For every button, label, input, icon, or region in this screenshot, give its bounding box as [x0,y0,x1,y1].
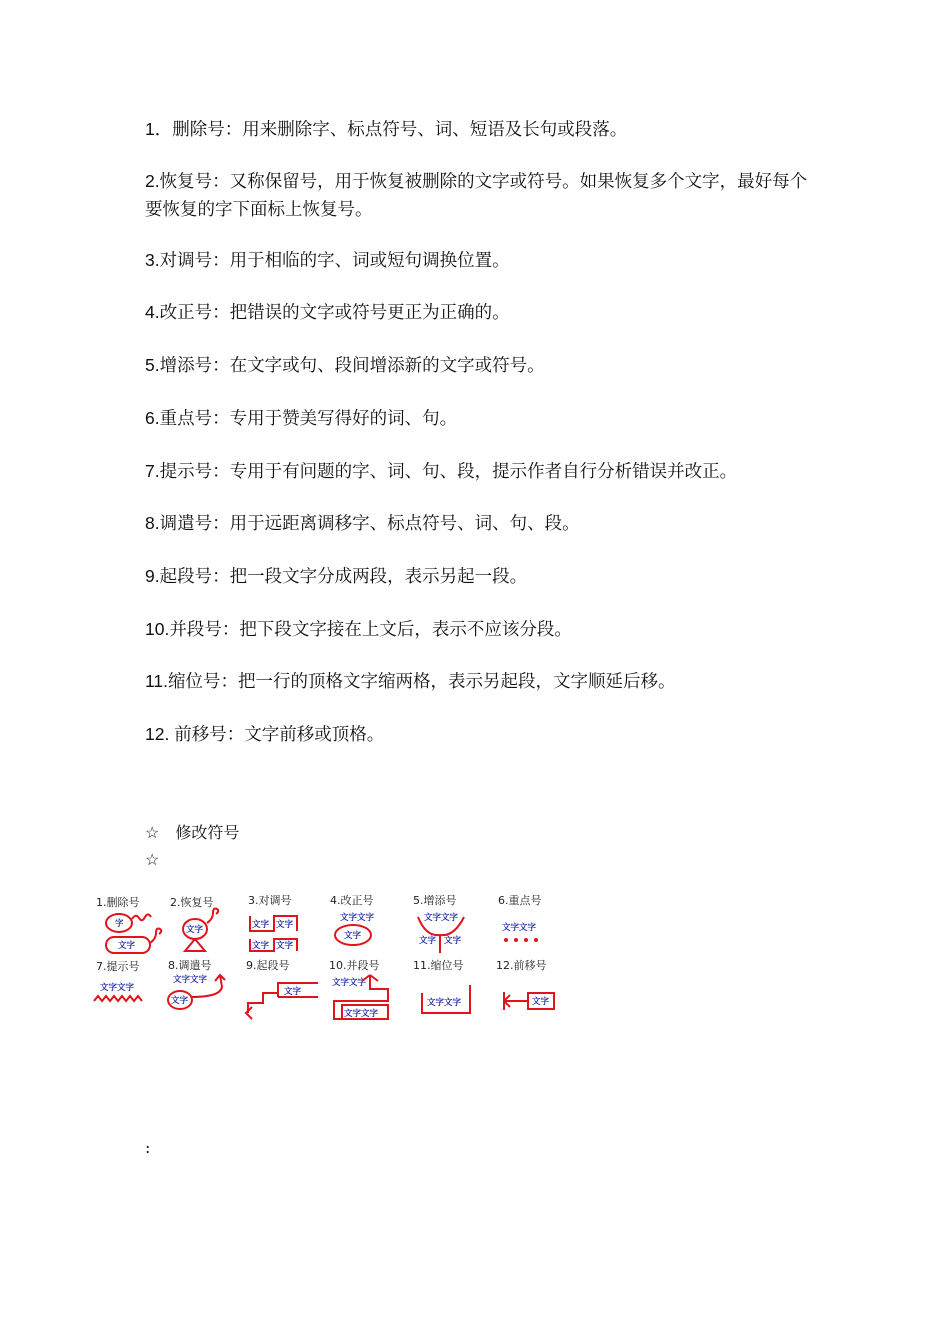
figure-label-9: 9.起段号 [246,959,290,972]
sample-text: 文字 [276,941,294,951]
sample-text: 文字 [252,920,270,930]
item-4 [145,298,815,327]
item-3-text: 对调号：用于相临的字、词或短句调换位置。 [159,251,510,271]
figure-label-1: 1.删除号 [96,896,140,909]
emphasis-mark-symbol [502,922,538,942]
swap-mark-symbol [250,916,297,951]
item-1-number: 1． [145,119,173,139]
proofreading-symbols-figure [88,889,563,1029]
item-2-number: 2. [145,171,160,191]
sample-text: 文字 [532,997,550,1007]
figure-label-3: 3.对调号 [248,894,292,907]
item-10-number: 10. [145,619,170,639]
sample-text: 文字 [284,987,302,997]
item-11-text: 缩位号：把一行的顶格文字缩两格，表示另起段，文字顺延后移。 [168,672,676,692]
item-3 [145,246,815,275]
item-4-text: 改正号：把错误的文字或符号更正为正确的。 [159,303,510,323]
sample-text: 文字文字 [427,998,462,1008]
correct-mark-symbol [335,912,375,945]
sample-text: 文字 [252,941,270,951]
figure-label-10: 10.并段号 [329,959,380,972]
item-9-number: 9. [145,566,160,586]
item-6-number: 6. [145,408,160,428]
figure-label-12: 12.前移号 [496,959,547,972]
item-7 [145,457,815,486]
item-6 [145,404,815,433]
sample-text: 文字 [419,936,437,946]
item-12-text: 前移号：文字前移或顶格。 [174,725,385,745]
item-1 [145,115,815,144]
sample-char: 字 [115,919,124,929]
item-11-number: 11. [145,671,169,691]
item-10 [145,615,815,644]
section-title: 修改符号 [175,823,240,842]
item-5 [145,351,815,380]
sample-text: 文字 [276,920,294,930]
sample-text: 文字 [171,996,189,1006]
merge-paragraph-mark-symbol [332,975,388,1019]
figure-label-7: 7.提示号 [96,960,140,973]
item-6-text: 重点号：专用于赞美写得好的词、句。 [159,409,458,429]
figure-label-6: 6.重点号 [498,894,542,907]
sample-text: 文字文字 [502,923,537,933]
section-star-line [145,849,159,871]
sample-text: 文字 [444,936,462,946]
sample-text: 文字文字 [332,978,367,988]
star-icon: ☆ [145,850,160,869]
sample-text: 文字 [118,941,136,951]
item-8 [145,509,815,538]
item-3-number: 3. [145,250,160,270]
restore-mark-symbol [183,909,218,952]
delete-mark-symbol [106,914,161,953]
sample-text: 文字文字 [424,913,459,923]
move-forward-mark-symbol [504,992,554,1010]
new-paragraph-mark-symbol [246,983,318,1019]
item-8-number: 8. [145,513,160,533]
sample-text: 文字 [186,925,204,935]
insert-mark-symbol [418,912,464,953]
hint-mark-symbol [94,982,142,1001]
item-12 [145,720,815,749]
item-5-text: 增添号：在文字或句、段间增添新的文字或符号。 [159,356,545,376]
figure-label-11: 11.缩位号 [413,959,464,972]
figure-label-4: 4.改正号 [330,894,374,907]
item-10-text: 并段号：把下段文字接在上文后，表示不应该分段。 [169,620,572,640]
item-7-text: 提示号：专用于有问题的字、词、句、段，提示作者自行分析错误并改正。 [159,462,738,482]
sample-text: 文字文字 [344,1009,379,1019]
sample-text: 文字文字 [173,975,208,985]
item-8-text: 调遣号：用于远距离调移字、标点符号、词、句、段。 [159,514,580,534]
item-9 [145,562,815,591]
item-2 [145,167,815,224]
sample-text: 文字文字 [100,983,135,993]
star-icon: ☆ [145,823,160,842]
item-11 [145,667,815,696]
item-12-number: 12. [145,724,175,744]
item-5-number: 5. [145,355,160,375]
section-heading [145,822,239,844]
figure-label-2: 2.恢复号 [170,896,214,909]
footer-mark: : [145,1138,151,1157]
item-2-text: 恢复号：又称保留号，用于恢复被删除的文字或符号。如果恢复多个文字，最好每个要恢复的字下面标上恢复号。 [145,172,808,220]
sample-text: 文字文字 [340,913,375,923]
item-1-text: 删除号：用来删除字、标点符号、词、短语及长句或段落。 [172,120,628,140]
figure-label-5: 5.增添号 [413,894,457,907]
transfer-mark-symbol [168,974,225,1009]
sample-text: 文字 [344,931,362,941]
item-4-number: 4. [145,302,160,322]
indent-mark-symbol [422,985,470,1013]
figure-label-8: 8.调遣号 [168,959,212,972]
item-7-number: 7. [145,461,160,481]
item-9-text: 起段号：把一段文字分成两段，表示另起一段。 [159,567,528,587]
